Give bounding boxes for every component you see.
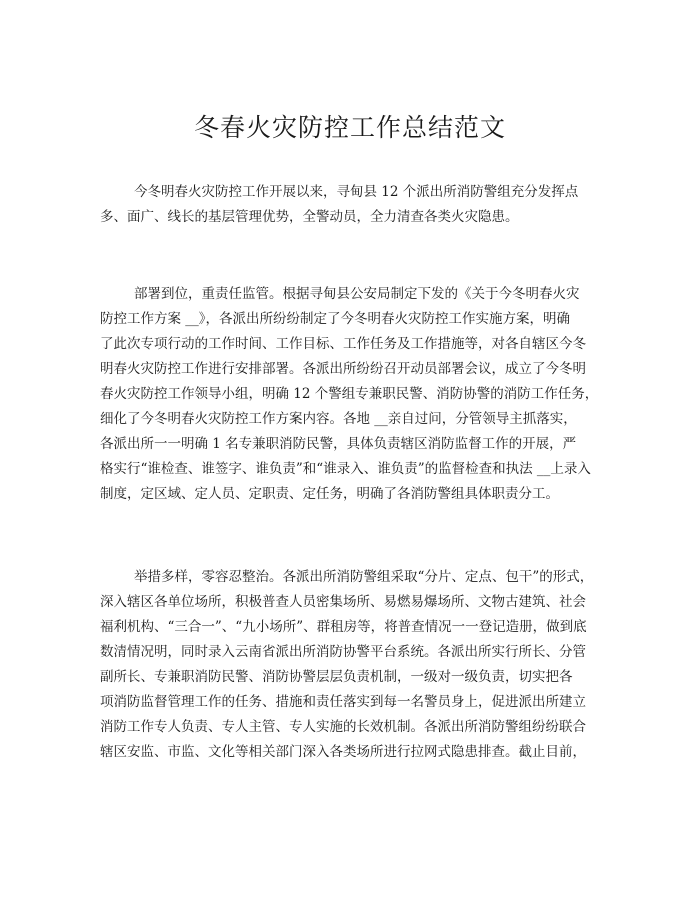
paragraph-intro: [100, 180, 578, 230]
paragraph-line: 明春火灾防控工作进行安排部署。各派出所纷纷召开动员部署会议，成立了今冬明: [100, 361, 586, 377]
paragraph-line: 部署到位，重责任监管。根据寻甸县公安局制定下发的《关于今冬明春火灾: [134, 286, 580, 302]
paragraph-line: 深入辖区各单位场所，积极普查人员密集场所、易燃易爆场所、文物古建筑、社会: [100, 594, 586, 610]
page-title: 冬春火灾防控工作总结范文: [193, 113, 506, 142]
paragraph-line: 数清情况明，同时录入云南省派出所消防协警平台系统。各派出所实行所长、分管: [100, 644, 586, 660]
paragraph-line: 副所长、专兼职消防民警、消防协警层层负责机制，一级对一级负责，切实把各: [100, 669, 573, 685]
paragraph-deployment: [100, 282, 598, 507]
paragraph-line: 防控工作方案 __》，各派出所纷纷制定了今冬明春火灾防控工作实施方案，明确: [100, 311, 571, 327]
paragraph-line: 制度，定区域、定人员、定职责、定任务，明确了各消防警组具体职责分工。: [100, 486, 559, 502]
paragraph-line: 格实行“谁检查、谁签字、谁负责”和“谁录入、谁负责”的监督检查和执法 __上录入: [100, 461, 591, 477]
paragraph-line: 了此次专项行动的工作时间、工作目标、工作任务及工作措施等，对各自辖区今冬: [100, 336, 586, 352]
paragraph-line: 多、面广、线长的基层管理优势，全警动员，全力清查各类火灾隐患。: [100, 209, 519, 225]
paragraph-line: 今冬明春火灾防控工作开展以来，寻甸县 12 个派出所消防警组充分发挥点: [134, 184, 579, 200]
paragraph-line: 举措多样，零容忍整治。各派出所消防警组采取“分片、定点、包干”的形式，: [134, 569, 594, 585]
paragraph-line: 辖区安监、市监、文化等相关部门深入各类场所进行拉网式隐患排查。截止目前，: [100, 744, 586, 760]
paragraph-line: 细化了今冬明春火灾防控工作方案内容。各地 __亲自过问，分管领导主抓落实，: [100, 411, 577, 427]
paragraph-line: 项消防监督管理工作的任务、措施和责任落实到每一名警员身上，促进派出所建立: [100, 694, 586, 710]
paragraph-line: 春火灾防控工作领导小组，明确 12 个警组专兼职民警、消防协警的消防工作任务，: [100, 386, 599, 402]
paragraph-line: 消防工作专人负责、专人主管、专人实施的长效机制。各派出所消防警组纷纷联合: [100, 719, 586, 735]
paragraph-line: 各派出所一一明确 1 名专兼职消防民警，具体负责辖区消防监督工作的开展，严: [100, 436, 577, 452]
paragraph-measures: [100, 565, 593, 765]
paragraph-line: 福利机构、“三合一”、“九小场所”、群租房等，将普查情况一一登记造册，做到底: [100, 619, 587, 635]
